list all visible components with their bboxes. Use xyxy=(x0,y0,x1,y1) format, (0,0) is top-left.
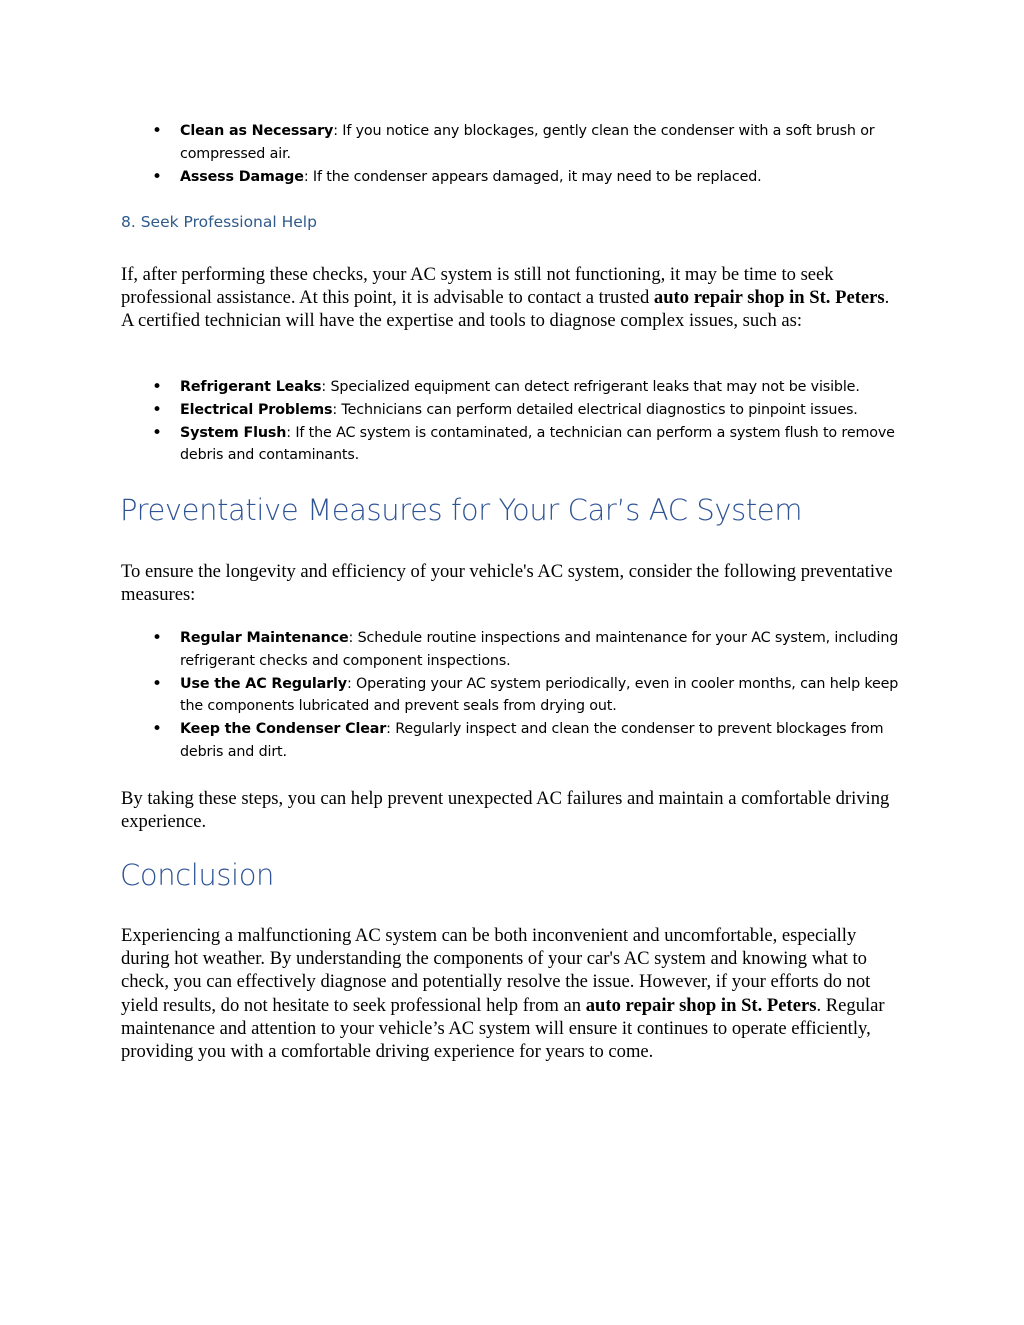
list-item-text: : Operating your AC system periodically, even in cooler months, can help keep the components lubricated and prevent seals from drying out. xyxy=(180,675,899,715)
preventative-measures-list xyxy=(180,627,910,764)
professional-issues-list xyxy=(180,376,910,467)
list-item-title: System Flush xyxy=(180,424,287,441)
list-item-title: Refrigerant Leaks xyxy=(180,379,322,395)
condenser-tips-list xyxy=(180,120,910,188)
list-item xyxy=(180,673,910,719)
list-item-title: Assess Damage xyxy=(180,168,304,185)
list-item xyxy=(180,422,910,468)
paragraph-text: . Regular maintenance and attention to your vehicle’s AC system will ensure it continues to operate efficiently, providing you with a comfortable driving experience for years to come. xyxy=(121,994,885,1063)
list-item xyxy=(180,166,910,189)
section-heading-conclusion: Conclusion xyxy=(120,858,275,892)
section-heading-seek-help: 8. Seek Professional Help xyxy=(121,213,317,231)
list-item-text: : If the condenser appears damaged, it may need to be replaced. xyxy=(303,168,762,185)
professional-help-paragraph xyxy=(121,263,904,333)
paragraph-text: Experiencing a malfunctioning AC system can be both inconvenient and uncomfortable, especially during hot weather. By understanding the components of your car's AC system and knowing what to check, you can effectively diagnose and potentially resolve the issue. However, if your efforts do not yield results, do not hesitate to seek professional help from an xyxy=(121,925,871,1016)
auto-repair-shop-emphasis: auto repair shop in St. Peters xyxy=(585,994,817,1016)
list-item-title: Keep the Condenser Clear xyxy=(180,721,387,738)
preventative-outro-paragraph: By taking these steps, you can help prevent unexpected AC failures and maintain a comfortable driving experience. xyxy=(121,788,890,833)
auto-repair-shop-emphasis: auto repair shop in St. Peters xyxy=(653,287,885,309)
list-item-text: : Technicians can perform detailed electrical diagnostics to pinpoint issues. xyxy=(332,401,858,418)
list-item-title: Regular Maintenance xyxy=(180,630,349,646)
list-item xyxy=(180,376,910,399)
list-item xyxy=(180,627,910,673)
list-item xyxy=(180,120,910,166)
list-item-text: : Schedule routine inspections and maintenance for your AC system, including refrigerant checks and component inspections. xyxy=(180,630,899,669)
list-item-text: : Specialized equipment can detect refrigerant leaks that may not be visible. xyxy=(321,379,860,395)
preventative-intro-paragraph: To ensure the longevity and efficiency of your vehicle's AC system, consider the following preventative measures: xyxy=(121,561,893,606)
list-item-text: : If you notice any blockages, gently clean the condenser with a soft brush or compressed air. xyxy=(180,123,875,162)
section-heading-preventative: Preventative Measures for Your Car’s AC System xyxy=(120,493,803,527)
list-item-title: Clean as Necessary xyxy=(180,123,334,139)
list-item xyxy=(180,718,910,764)
list-item-text: : If the AC system is contaminated, a technician can perform a system flush to remove debris and contaminants. xyxy=(180,424,895,464)
paragraph-text: . A certified technician will have the expertise and tools to diagnose complex issues, such as: xyxy=(121,287,890,332)
conclusion-paragraph xyxy=(121,924,904,1063)
list-item-title: Use the AC Regularly xyxy=(180,675,347,692)
list-item xyxy=(180,399,910,422)
list-item-text: : Regularly inspect and clean the condenser to prevent blockages from debris and dirt. xyxy=(180,721,884,760)
list-item-title: Electrical Problems xyxy=(180,401,333,418)
paragraph-text: If, after performing these checks, your AC system is still not functioning, it may be time to seek professional assistance. At this point, it is advisable to contact a trusted xyxy=(121,264,834,309)
